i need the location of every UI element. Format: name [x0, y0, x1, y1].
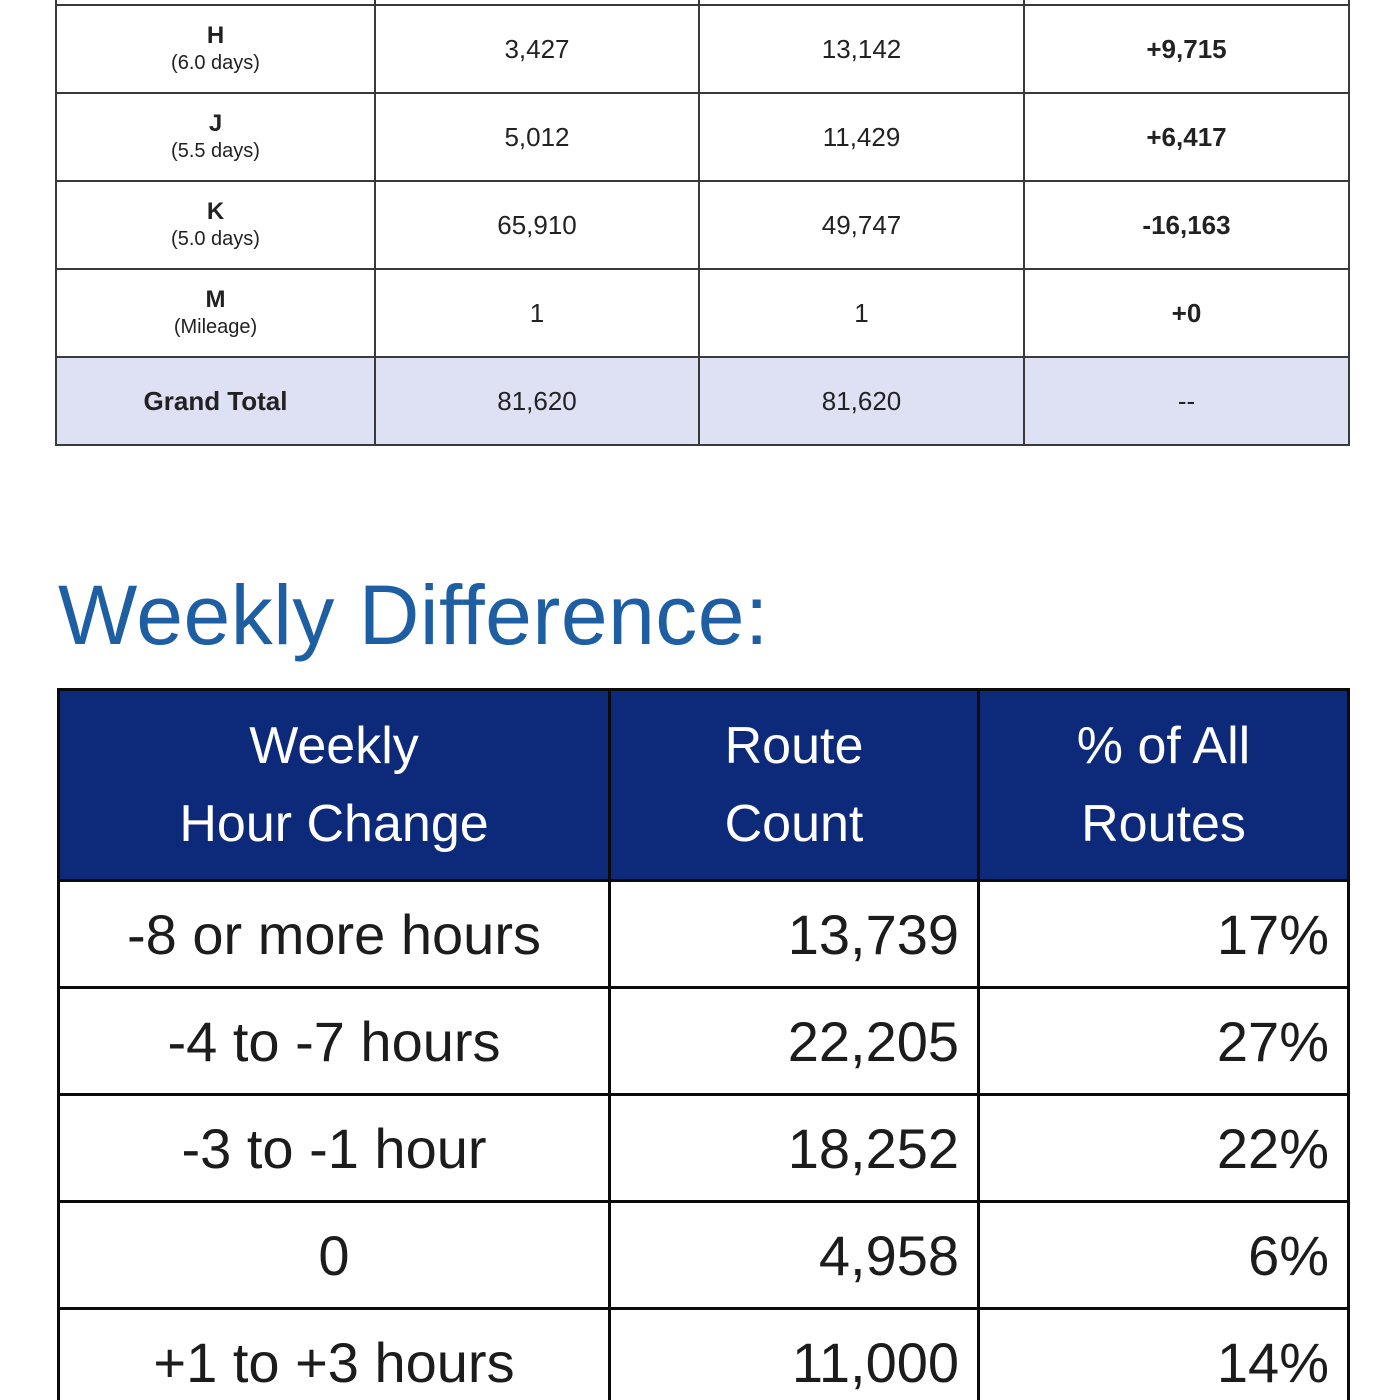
table-row: [59, 988, 1349, 1095]
before-count: 3,427: [375, 5, 699, 93]
grand-total-label: Grand Total: [56, 357, 375, 445]
pct-cell: 14%: [979, 1309, 1349, 1400]
route-days: (5.0 days): [171, 228, 260, 250]
route-count-cell: 22,205: [610, 988, 979, 1095]
after-count: 1: [699, 269, 1024, 357]
pct-cell: 22%: [979, 1095, 1349, 1202]
pct-cell: 17%: [979, 881, 1349, 988]
after-count: 13,142: [699, 5, 1024, 93]
grand-total-row: [56, 357, 1349, 445]
hour-change-cell: -3 to -1 hour: [59, 1095, 610, 1202]
change-value: +0: [1024, 269, 1349, 357]
change-value: +6,417: [1024, 93, 1349, 181]
header-weekly-hour-change: Weekly Hour Change: [59, 690, 610, 881]
route-count-cell: 11,000: [610, 1309, 979, 1400]
route-days: (Mileage): [173, 316, 258, 338]
table-row: [56, 269, 1349, 357]
section-title: Weekly Difference:: [58, 568, 769, 662]
route-type-cell: [56, 93, 375, 181]
hour-change-cell: 0: [59, 1202, 610, 1309]
change-value: -16,163: [1024, 181, 1349, 269]
after-count: 11,429: [699, 93, 1024, 181]
hour-change-cell: +1 to +3 hours: [59, 1309, 610, 1400]
table-row: [59, 1309, 1349, 1400]
route-count-cell: 4,958: [610, 1202, 979, 1309]
route-type-table: [55, 0, 1350, 446]
route-days: (5.5 days): [171, 140, 260, 162]
route-days: (6.0 days): [171, 52, 260, 74]
route-code: J: [208, 110, 223, 137]
before-count: 65,910: [375, 181, 699, 269]
route-type-cell: [56, 181, 375, 269]
hour-change-cell: -8 or more hours: [59, 881, 610, 988]
change-value: +9,715: [1024, 5, 1349, 93]
route-code: H: [206, 22, 225, 49]
header-route-count: Route Count: [610, 690, 979, 881]
table-header-row: [59, 690, 1349, 881]
route-code: K: [206, 198, 225, 225]
after-count: 49,747: [699, 181, 1024, 269]
hour-change-cell: -4 to -7 hours: [59, 988, 610, 1095]
route-count-cell: 13,739: [610, 881, 979, 988]
table-row: [56, 181, 1349, 269]
grand-total-change: --: [1024, 357, 1349, 445]
table-row: [59, 1095, 1349, 1202]
table-row: [56, 93, 1349, 181]
table-row: [59, 1202, 1349, 1309]
before-count: 1: [375, 269, 699, 357]
header-pct-all-routes: % of All Routes: [979, 690, 1349, 881]
grand-total-after: 81,620: [699, 357, 1024, 445]
pct-cell: 6%: [979, 1202, 1349, 1309]
grand-total-before: 81,620: [375, 357, 699, 445]
route-code: M: [205, 286, 226, 313]
route-count-cell: 18,252: [610, 1095, 979, 1202]
route-type-cell: [56, 269, 375, 357]
pct-cell: 27%: [979, 988, 1349, 1095]
route-type-cell: [56, 5, 375, 93]
before-count: 5,012: [375, 93, 699, 181]
weekly-difference-table: [57, 688, 1350, 1400]
table-row: [56, 5, 1349, 93]
table-row: [59, 881, 1349, 988]
